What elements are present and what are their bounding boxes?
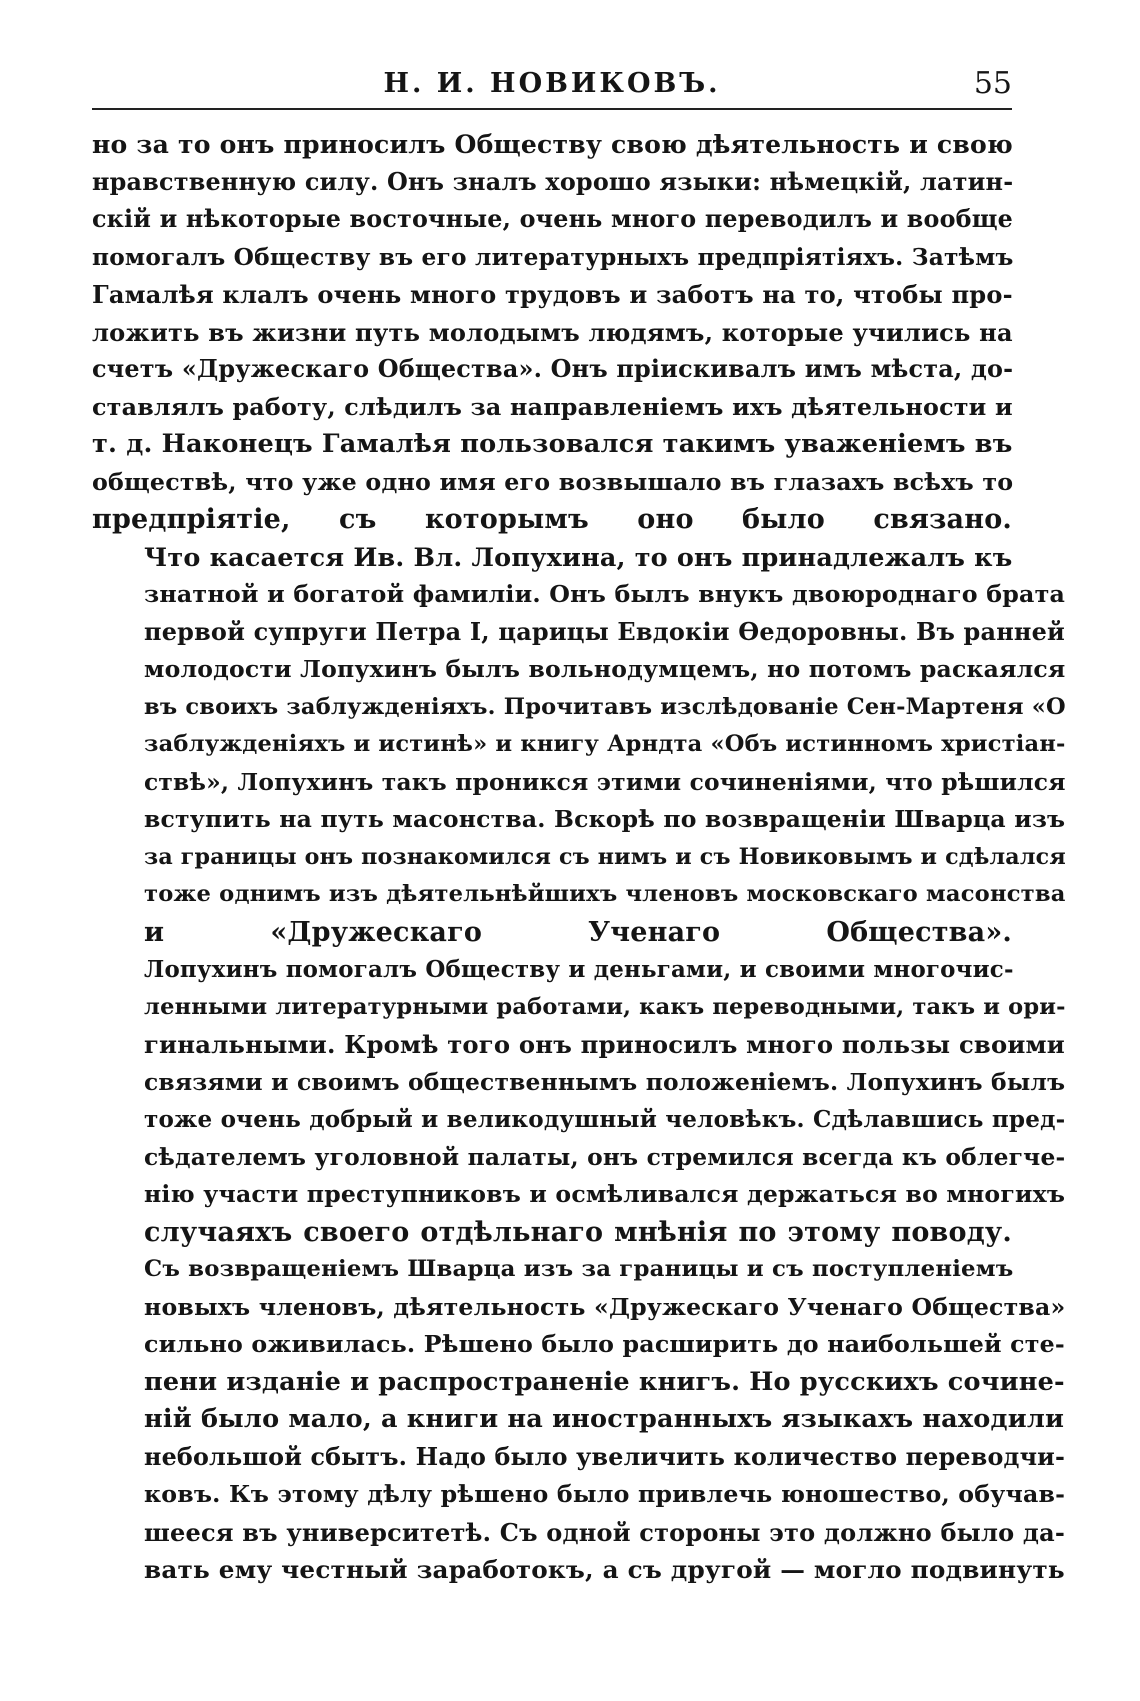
- text-line: но за то онъ приносилъ Обществу свою дѣятельность и свою: [92, 129, 1013, 159]
- running-title: Н. И. НОВИКОВЪ.: [383, 68, 721, 99]
- text-line: Съ возвращеніемъ Шварца изъ за границы и съ поступленіемъ: [144, 1256, 1014, 1282]
- text-line: знатной и богатой фамиліи. Онъ былъ внукъ двоюроднаго брата: [144, 580, 1066, 608]
- text-line: вать ему честный заработокъ, а съ другой — могло подвинуть: [144, 1555, 1065, 1584]
- text-line: скій и нѣкоторые восточные, очень много переводилъ и вообще: [92, 205, 1013, 233]
- running-header: [92, 60, 1012, 110]
- text-line: нію участи преступниковъ и осмѣливался держаться во многихъ: [144, 1180, 1066, 1208]
- book-page: [92, 60, 1066, 1660]
- text-line: первой супруги Петра I, царицы Евдокіи Өедоровны. Въ ранней: [144, 617, 1066, 646]
- paragraph-2: [92, 539, 1066, 952]
- text-line: заблужденіяхъ и истинѣ» и книгу Арндта «Объ истинномъ христіан-: [144, 731, 1066, 757]
- text-line: обществѣ, что уже одно имя его возвышало въ глазахъ всѣхъ то: [92, 467, 1014, 496]
- text-line: связями и своимъ общественнымъ положеніемъ. Лопухинъ былъ: [144, 1067, 1066, 1096]
- text-line: ложить въ жизни путь молодымъ людямъ, которые учились на: [92, 317, 1013, 347]
- text-line: небольшой сбытъ. Надо было увеличить количество переводчи-: [144, 1442, 1066, 1471]
- text-line: ковъ. Къ этому дѣлу рѣшено было привлечь юношество, обучав-: [144, 1480, 1066, 1508]
- text-line: вступить на путь масонства. Вскорѣ по возвращеніи Шварца изъ: [144, 805, 1066, 833]
- body-text: [92, 126, 1066, 1589]
- text-line: за границы онъ познакомился съ нимъ и съ Новиковымъ и сдѣлался: [144, 843, 1066, 870]
- text-line: сѣдателемъ уголовной палаты, онъ стремился всегда къ облегче-: [144, 1142, 1066, 1171]
- paragraph-4: [92, 1251, 1066, 1589]
- text-line: въ своихъ заблужденіяхъ. Прочитавъ изслѣдованіе Сен-Мартеня «О: [144, 693, 1066, 720]
- text-line: гинальными. Кромѣ того онъ приносилъ много пользы своими: [144, 1030, 1065, 1059]
- text-line: ставлялъ работу, слѣдилъ за направленіемъ ихъ дѣятельности и: [92, 392, 1013, 421]
- text-line: т. д. Наконецъ Гамалѣя пользовался такимъ уваженіемъ въ: [92, 429, 1013, 459]
- text-line: Лопухинъ помогалъ Обществу и деньгами, и своими многочис-: [144, 956, 1014, 983]
- paragraph-1: [92, 126, 1012, 539]
- text-line: новыхъ членовъ, дѣятельность «Дружескаго Ученаго Общества»: [144, 1292, 1066, 1321]
- page-number: 55: [973, 66, 1012, 101]
- text-line: пени изданіе и распространеніе книгъ. Но русскихъ сочине-: [144, 1366, 1065, 1397]
- text-line: предпріятіе, съ которымъ оно было связано.: [92, 504, 1012, 535]
- text-line: тоже очень добрый и великодушный человѣкъ. Сдѣлавшись пред-: [144, 1106, 1066, 1133]
- text-line: Что касается Ив. Вл. Лопухина, то онъ принадлежалъ къ: [144, 541, 1013, 572]
- text-line: случаяхъ своего отдѣльнаго мнѣнія по этому поводу.: [144, 1216, 1012, 1248]
- text-line: сильно оживилась. Рѣшено было расширить до наибольшей сте-: [144, 1330, 1065, 1358]
- text-line: тоже однимъ изъ дѣятельнѣйшихъ членовъ московскаго масонства: [144, 881, 1066, 907]
- text-line: счетъ «Дружескаго Общества». Онъ пріискивалъ имъ мѣста, до-: [92, 355, 1014, 383]
- text-line: нравственную силу. Онъ зналъ хорошо языки: нѣмецкій, латин-: [92, 167, 1014, 196]
- paragraph-3: [92, 951, 1066, 1251]
- text-line: помогалъ Обществу въ его литературныхъ предпріятіяхъ. Затѣмъ: [92, 243, 1014, 271]
- text-line: Гамалѣя клалъ очень много трудовъ и заботъ на то, чтобы про-: [92, 280, 1013, 309]
- text-line: молодости Лопухинъ былъ вольнодумцемъ, но потомъ раскаялся: [144, 655, 1066, 683]
- text-line: ленными литературными работами, какъ переводными, такъ и ори-: [144, 993, 1066, 1020]
- text-line: шееся въ университетѣ. Съ одной стороны это должно было да-: [144, 1517, 1065, 1547]
- text-line: ствѣ», Лопухинъ такъ проникся этими сочиненіями, что рѣшился: [144, 767, 1066, 796]
- text-line: и «Дружескаго Ученаго Общества».: [144, 916, 1012, 948]
- text-line: ній было мало, а книги на иностранныхъ языкахъ находили: [144, 1404, 1065, 1434]
